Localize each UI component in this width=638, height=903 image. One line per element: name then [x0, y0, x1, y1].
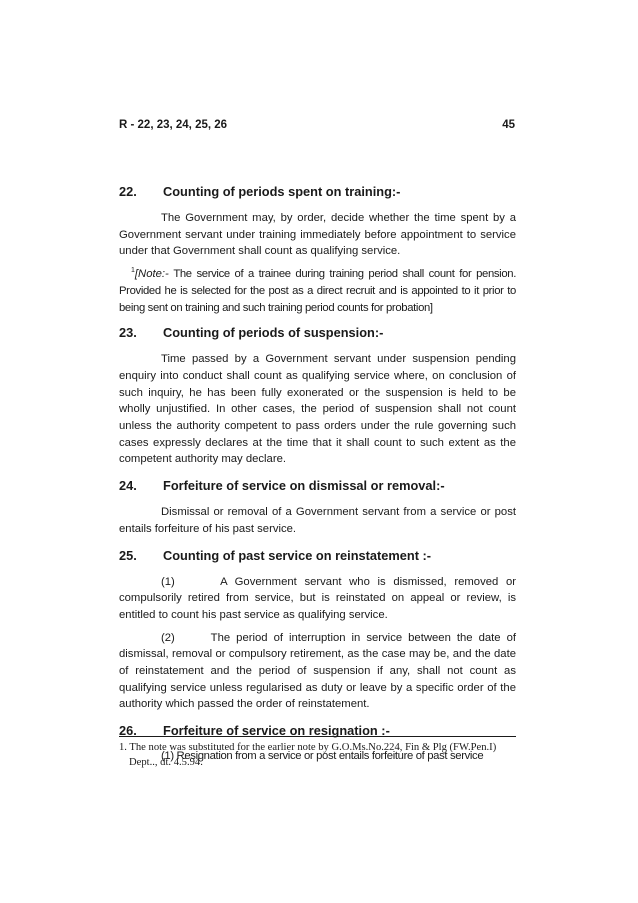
- page-number: 45: [502, 119, 515, 131]
- section-25-clause-1: (1) A Government servant who is dismissed, removed or compulsorily retired from service, but is reinstated on appeal or review, is entitled to count his past service as qualifying service.: [119, 575, 520, 621]
- footnote-line: 1. The note was substituted for the earlier note by G.O.Ms.No.224, Fin & Plg (FW.Pen.I): [119, 742, 497, 753]
- section-23-paragraph: Time passed by a Government servant under suspension pending enquiry into conduct shall count as qualifying service where, on conclusion of such inquiry, he has been fully exonerated or the suspension is held to be wholly unjustified. In other cases, the period of suspension shall not count unless the authority competent to pass orders under the rule governing such cases expressly declares at the time that it shall count to such extent as the competent authority may declare.: [119, 353, 516, 466]
- footnote-line: Dept.., dt. 4.5.94.: [129, 757, 203, 768]
- footnote: [119, 740, 516, 770]
- document-body: [119, 183, 520, 765]
- section-number: 22.: [119, 184, 137, 199]
- note-text: The service of a trainee during training period shall count for pension. Provided he is selected for the post as a direct recruit and is appointed to it prior to being sent on training and such training period counts for probation]: [119, 268, 516, 314]
- section-number: 25.: [119, 547, 137, 563]
- section-26-clause-1: (1) Resignation from a service or post entails forfeiture of past service: [161, 750, 484, 763]
- section-26-heading: [119, 722, 516, 740]
- section-22-heading: [119, 183, 516, 201]
- section-25-heading: [119, 547, 516, 565]
- rules-reference: R - 22, 23, 24, 25, 26: [119, 119, 228, 131]
- section-22-note: [119, 266, 516, 316]
- section-24-paragraph: Dismissal or removal of a Government servant from a service or post entails forfeiture of his past service.: [119, 506, 516, 535]
- section-number: 23.: [119, 325, 137, 341]
- section-title: Counting of periods of suspension:-: [163, 325, 384, 341]
- footnote-marker: 1: [131, 267, 135, 275]
- section-22-paragraph: The Government may, by order, decide whether the time spent by a Government servant under training immediately before appointment to service under that Government shall count as qualifying service.: [119, 212, 516, 258]
- footnote-divider: [119, 736, 516, 737]
- note-label: [Note:-: [134, 268, 169, 281]
- section-24-heading: [119, 477, 516, 495]
- section-number: 26.: [119, 723, 137, 739]
- section-title: Counting of past service on reinstatement :-: [163, 547, 432, 563]
- section-23-heading: [119, 324, 516, 342]
- section-number: 24.: [119, 478, 137, 494]
- section-25-clause-2: (2) The period of interruption in service between the date of dismissal, removal or compulsory retirement, as the case may be, and the date of reinstatement and the period of suspension if any, shall not count as qualifying service unless regularised as duty or leave by a specific order of the authority which passed the order of reinstatement.: [119, 631, 520, 711]
- section-title: Forfeiture of service on dismissal or removal:-: [163, 478, 445, 494]
- section-title: Forfeiture of service on resignation :-: [163, 723, 390, 739]
- section-title: Counting of periods spent on training:-: [163, 184, 401, 199]
